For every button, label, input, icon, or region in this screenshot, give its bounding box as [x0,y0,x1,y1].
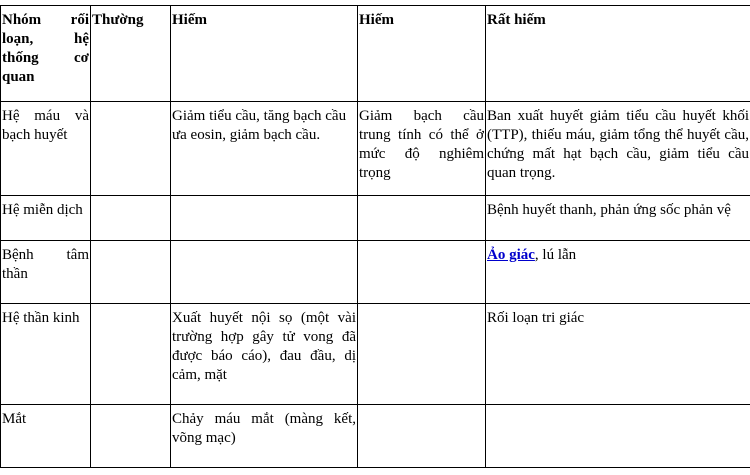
cell-very-rare [486,405,750,468]
cell-rare-2 [358,241,486,304]
cell-organ-group: Bệnh tâm thần [1,241,91,304]
table-row [1,196,750,241]
cell-common [91,196,171,241]
cell-organ-group: Hệ máu và bạch huyết [1,102,91,196]
cell-organ-group: Hệ thần kinh [1,304,91,405]
cell-organ-group: Mắt [1,405,91,468]
header-rare-2: Hiếm [358,6,486,102]
cell-rare: Giảm tiểu cầu, tăng bạch cầu ưa eosin, giảm bạch cầu. [171,102,358,196]
table-row [1,241,750,304]
cell-rare-2 [358,196,486,241]
cell-very-rare [486,241,750,304]
header-very-rare: Rất hiếm [486,6,750,102]
cell-rare: Xuất huyết nội sọ (một vài trường hợp gây tử vong đã được báo cáo), đau đầu, dị cảm, mặt [171,304,358,405]
cell-rare-2 [358,304,486,405]
cell-rare-2: Giảm bạch cầu trung tính có thể ở mức độ nghiêm trọng [358,102,486,196]
cell-common [91,241,171,304]
header-organ-group: Nhóm rối loạn, hệ thống cơ quan [1,6,91,102]
table-row [1,405,750,468]
cell-common [91,304,171,405]
cell-rare-2 [358,405,486,468]
cell-rare [171,241,358,304]
cell-organ-group: Hệ miễn dịch [1,196,91,241]
header-common: Thường [91,6,171,102]
very-rare-text: , lú lẫn [534,247,577,263]
hallucination-link[interactable]: Ảo giác [487,247,535,263]
cell-very-rare: Ban xuất huyết giảm tiểu cầu huyết khối (TTP), thiếu máu, giảm tổng thể huyết cầu, chứng mất hạt bạch cầu, giảm tiểu cầu quan trọng. [486,102,750,196]
cell-very-rare: Bệnh huyết thanh, phản ứng sốc phản vệ [486,196,750,241]
table-row [1,304,750,405]
cell-common [91,102,171,196]
cell-very-rare: Rối loạn tri giác [486,304,750,405]
table-header-row [1,6,750,102]
side-effects-table [0,5,750,468]
cell-common [91,405,171,468]
cell-rare: Chảy máu mắt (màng kết, võng mạc) [171,405,358,468]
cell-rare [171,196,358,241]
table-row [1,102,750,196]
header-rare: Hiếm [171,6,358,102]
